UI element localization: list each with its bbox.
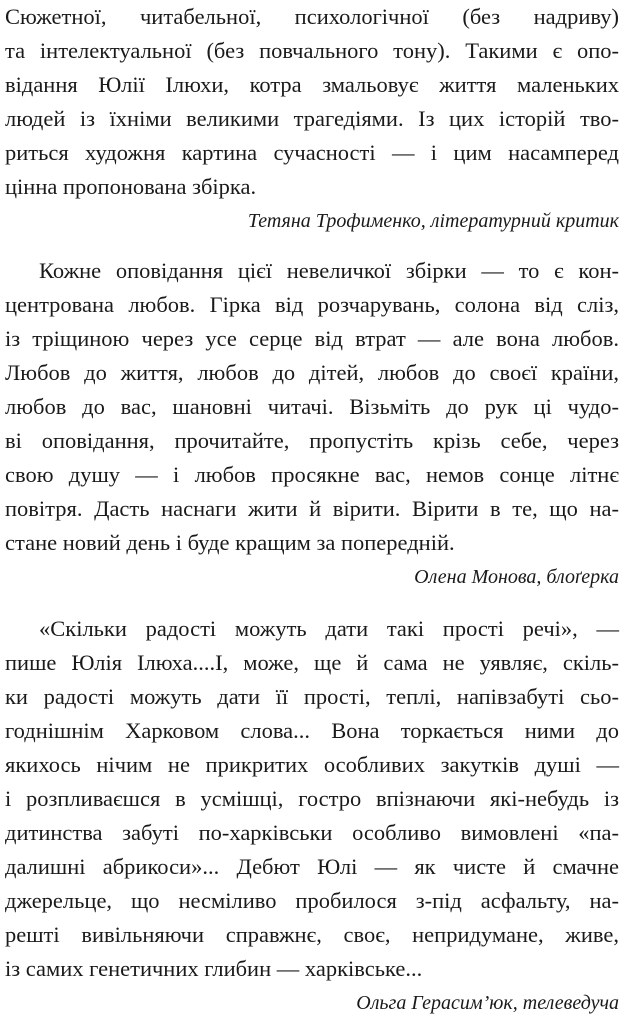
text-line: джерельце, що несміливо пробилося з-під асфальту, на- [5,888,619,913]
text-line: свою душу — і любов просякне вас, немов сонце літнє [5,462,619,487]
text-line: Сюжетної, читабельної, психологічної (без надриву) [5,4,619,29]
text-line: далишні абрикоси»... Дебют Юлі — як чисте й смачне [5,854,619,879]
text-line: годнішнім Харковом слова... Вона торкається ними до [5,718,619,743]
text-line: та інтелектуальної (без повчального тону). Такими є опо- [5,38,619,63]
text-line: із тріщиною через усе серце від втрат — але вона любов. [5,326,619,351]
review-attribution: Ольга Герасим’юк, телеведуча [356,992,619,1014]
review-monova [5,254,619,594]
text-line: якихось нічим не прикритих особливих закутків душі — [5,752,619,777]
text-line: Кожне оповідання цієї невеличкої збірки — то є кон- [39,258,619,283]
text-line: риться художня картина сучасності — і цим насамперед [5,140,619,165]
text-line: любов до вас, шановні читачі. Візьміть до рук ці чудо- [5,394,619,419]
text-line: центрована любов. Гірка від розчарувань, солона від сліз, [5,292,619,317]
text-line: «Скільки радості можуть дати такі прості речі», — [39,616,619,641]
review-trofymenko [5,0,619,238]
text-line: ві оповідання, прочитайте, пропустіть крізь себе, через [5,428,619,453]
text-line: повітря. Дасть наснаги жити й вірити. Вірити в те, що на- [5,496,619,521]
text-line: із самих генетичних глибин — харківське... [5,956,423,981]
text-line: відання Юлії Ілюхи, котра змальовує життя маленьких [5,72,619,97]
text-line: і розпливаєшся в усмішці, гостро впізнаючи які-небудь із [5,786,619,811]
text-line: пише Юлія Ілюха....І, може, ще й сама не уявляє, скіль- [5,650,619,675]
text-line: стане новий день і буде кращим за попередній. [5,530,455,555]
review-attribution: Тетяна Трофименко, літературний критик [247,210,619,232]
text-line: ки радості можуть дати її прості, теплі, напівзабуті сьо- [5,684,619,709]
text-line: Любов до життя, любов до дітей, любов до своєї країни, [5,360,619,385]
text-line: цінна пропонована збірка. [5,174,257,199]
text-line: решті вивільняючи справжнє, своє, непридумане, живе, [5,922,619,947]
review-herasymiuk [5,612,619,1020]
text-line: людей із їхніми великими трагедіями. Із цих історій тво- [5,106,619,131]
review-attribution: Олена Монова, блоґерка [414,566,619,588]
text-line: дитинства забуті по-харківськи особливо вимовлені «па- [5,820,619,845]
